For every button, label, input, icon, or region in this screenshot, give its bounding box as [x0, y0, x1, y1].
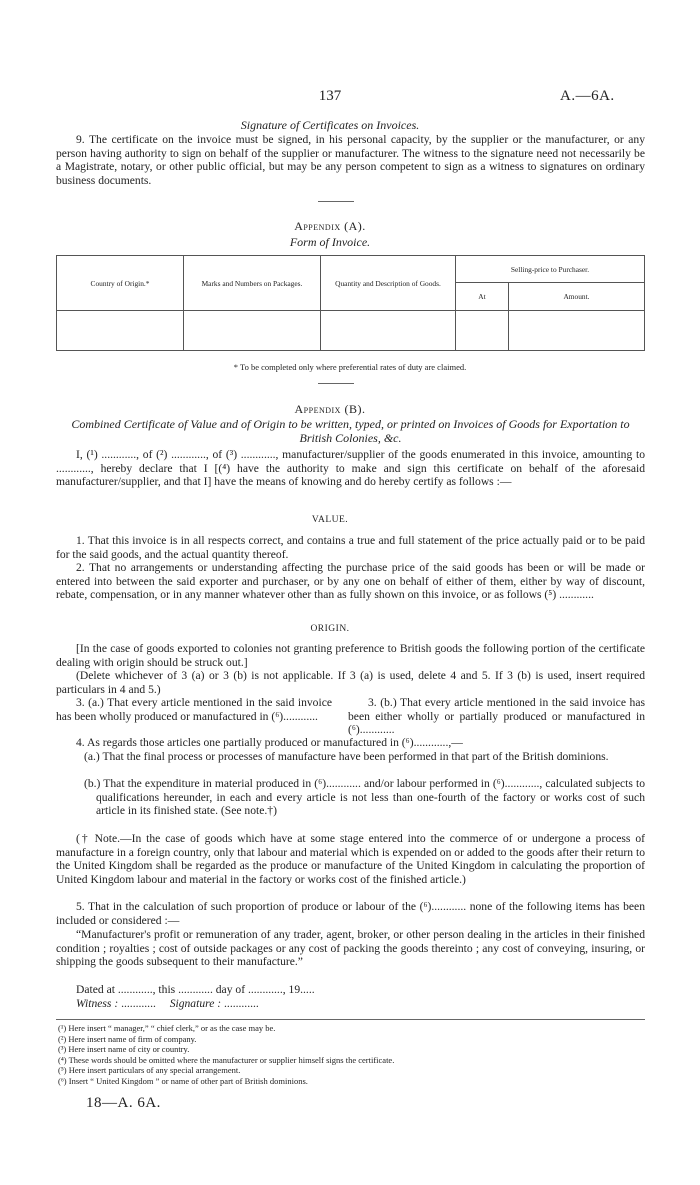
excluded-items-quote: “Manufacturer's profit or remuneration of any trader, agent, broker, or other person dealing in the articles in their finished condition ; royalties ; cost of outside packages or any cost of packing the goods thereinto ; any cost of conveying, insuring, or shipping the goods subsequent to their manufacture.” [56, 928, 645, 969]
appendix-a-title: Appendix (A). [294, 219, 366, 233]
witness-blank: ............ [121, 997, 156, 1010]
origin-clause-3a: 3. (a.) That every article mentioned in the said invoice has been wholly produced or manufactured in (⁶)............ [56, 696, 332, 723]
origin-clause-4b: (b.) That the expenditure in material produced in (⁶)............ and/or labour performed in (⁶)............, calculated subjects to qualifications hereunder, in each and every article is not less than one-fourth of the factory or works cost of such article in its finished state. (See note.†) [84, 777, 645, 818]
table-cell [456, 311, 509, 351]
origin-heading: ORIGIN. [310, 624, 350, 634]
value-clause-2: 2. That no arrangements or understanding affecting the purchase price of the said goods has been or will be made or entered into between the said exporter and purchaser, or by any one on behalf of either of them, either by way of discount, rebate, compensation, or in any manner whatever other than as fully shown on this invoice, or as follows (⁵) ............ [56, 561, 645, 602]
table-cell [57, 311, 184, 351]
origin-clause-4a: (a.) That the final process or processes of manufacture have been performed in that part of the British dominions. [84, 750, 609, 763]
document-reference: A.—6A. [560, 88, 615, 104]
footnote-4: (⁴) These words should be omitted where the manufacturer or supplier himself signs the certificate. [58, 1054, 395, 1065]
signature-label: Signature : [169, 997, 222, 1010]
footnote-6: (⁶) Insert “ United Kingdom ” or name of other part of British dominions. [58, 1075, 308, 1086]
appendix-a-subtitle: Form of Invoice. [289, 235, 371, 249]
col-selling-header: Selling-price to Purchaser. [456, 256, 645, 283]
appendix-b-title: Appendix (B). [294, 402, 366, 416]
origin-clause-4: 4. As regards those articles one partially produced or manufactured in (⁶)............,— [76, 736, 463, 749]
value-clause-1: 1. That this invoice is in all respects correct, and contains a true and full statement of the price actually paid or to be paid for the said goods, and the actual quantity thereof. [56, 534, 645, 561]
page-number: 137 [318, 88, 342, 104]
witness-label: Witness : [76, 997, 119, 1010]
footnote-5: (⁵) Here insert particulars of any special arrangement. [58, 1065, 241, 1076]
col-at-header: At [456, 283, 509, 311]
certificate-intro: I, (¹) ............, of (²) ............, of (³) ............, manufacturer/supplier of the goods enumerated in this invoice, amounting to ............, hereby declare that I [(⁴) have the authority to make and sign this certificate on behalf of the aforesaid manufacturer/supplier, and that I] have the means of knowing and do hereby certify as follows :— [56, 448, 645, 489]
footnote-rule [56, 1019, 645, 1020]
footnotes [58, 1023, 645, 1087]
footnote-3: (³) Here insert name of city or country. [58, 1044, 190, 1055]
invoice-form-table [56, 255, 645, 351]
appendix-b-subtitle: Combined Certificate of Value and of Origin to be written, typed, or printed on Invoices of Goods for Exportation to British Colonies, &c. [71, 417, 630, 445]
table-cell [184, 311, 321, 351]
footnote-1: (¹) Here insert “ manager,” “ chief clerk,” or as the case may be. [58, 1023, 276, 1033]
value-heading: VALUE. [311, 515, 349, 525]
dated-line: Dated at ............, this ............ day of ............, 19..... [76, 983, 315, 996]
col-quantity-header: Quantity and Description of Goods. [321, 256, 456, 311]
table-cell [321, 311, 456, 351]
origin-clause-5: 5. That in the calculation of such proportion of produce or labour of the (⁶)............ none of the following items has been included or considered :— [56, 900, 645, 927]
footnote-2: (²) Here insert name of firm of company. [58, 1033, 197, 1044]
divider [318, 201, 354, 202]
col-marks-header: Marks and Numbers on Packages. [184, 256, 321, 311]
printer-signature-mark: 18—A. 6A. [86, 1095, 161, 1111]
origin-delete-note: (Delete whichever of 3 (a) or 3 (b) is not applicable. If 3 (a) is used, delete 4 and 5. If 3 (b) is used, insert required particulars in 4 and 5.) [56, 669, 645, 696]
origin-note: († Note.—In the case of goods which have at some stage entered into the commerce of or undergone a process of manufacture in a foreign country, only that labour and material which is expended on or added to the goods after their return to the United Kingdom shall be regarded as the produce or manufacture of the United Kingdom in calculating the proportion of United Kingdom labour and material in the factory or works cost of the finished article.) [56, 832, 645, 886]
paragraph-9: 9. The certificate on the invoice must be signed, in his personal capacity, by the supplier or the manufacturer, or any person having authority to sign on behalf of the supplier or manufacturer. The witness to the signature need not necessarily be a Magistrate, notary, or other public official, but may be any person competent to sign as a witness to signatures on ordinary business documents. [56, 133, 645, 187]
origin-clause-3b: 3. (b.) That every article mentioned in the said invoice has been either wholly or partially produced or manufactured in (⁶)............ [348, 696, 645, 737]
col-country-header: Country of Origin.* [57, 256, 184, 311]
origin-bracket-note: [In the case of goods exported to colonies not granting preference to British goods the following portion of the certificate dealing with origin should be struck out.] [56, 642, 645, 669]
col-amount-header: Amount. [509, 283, 645, 311]
divider [318, 383, 354, 384]
signature-blank: ............ [224, 997, 259, 1010]
witness-signature-line [76, 997, 645, 1011]
signature-heading: Signature of Certificates on Invoices. [240, 118, 420, 132]
appendix-a-footnote: * To be completed only where preferential rates of duty are claimed. [233, 362, 467, 372]
table-cell [509, 311, 645, 351]
